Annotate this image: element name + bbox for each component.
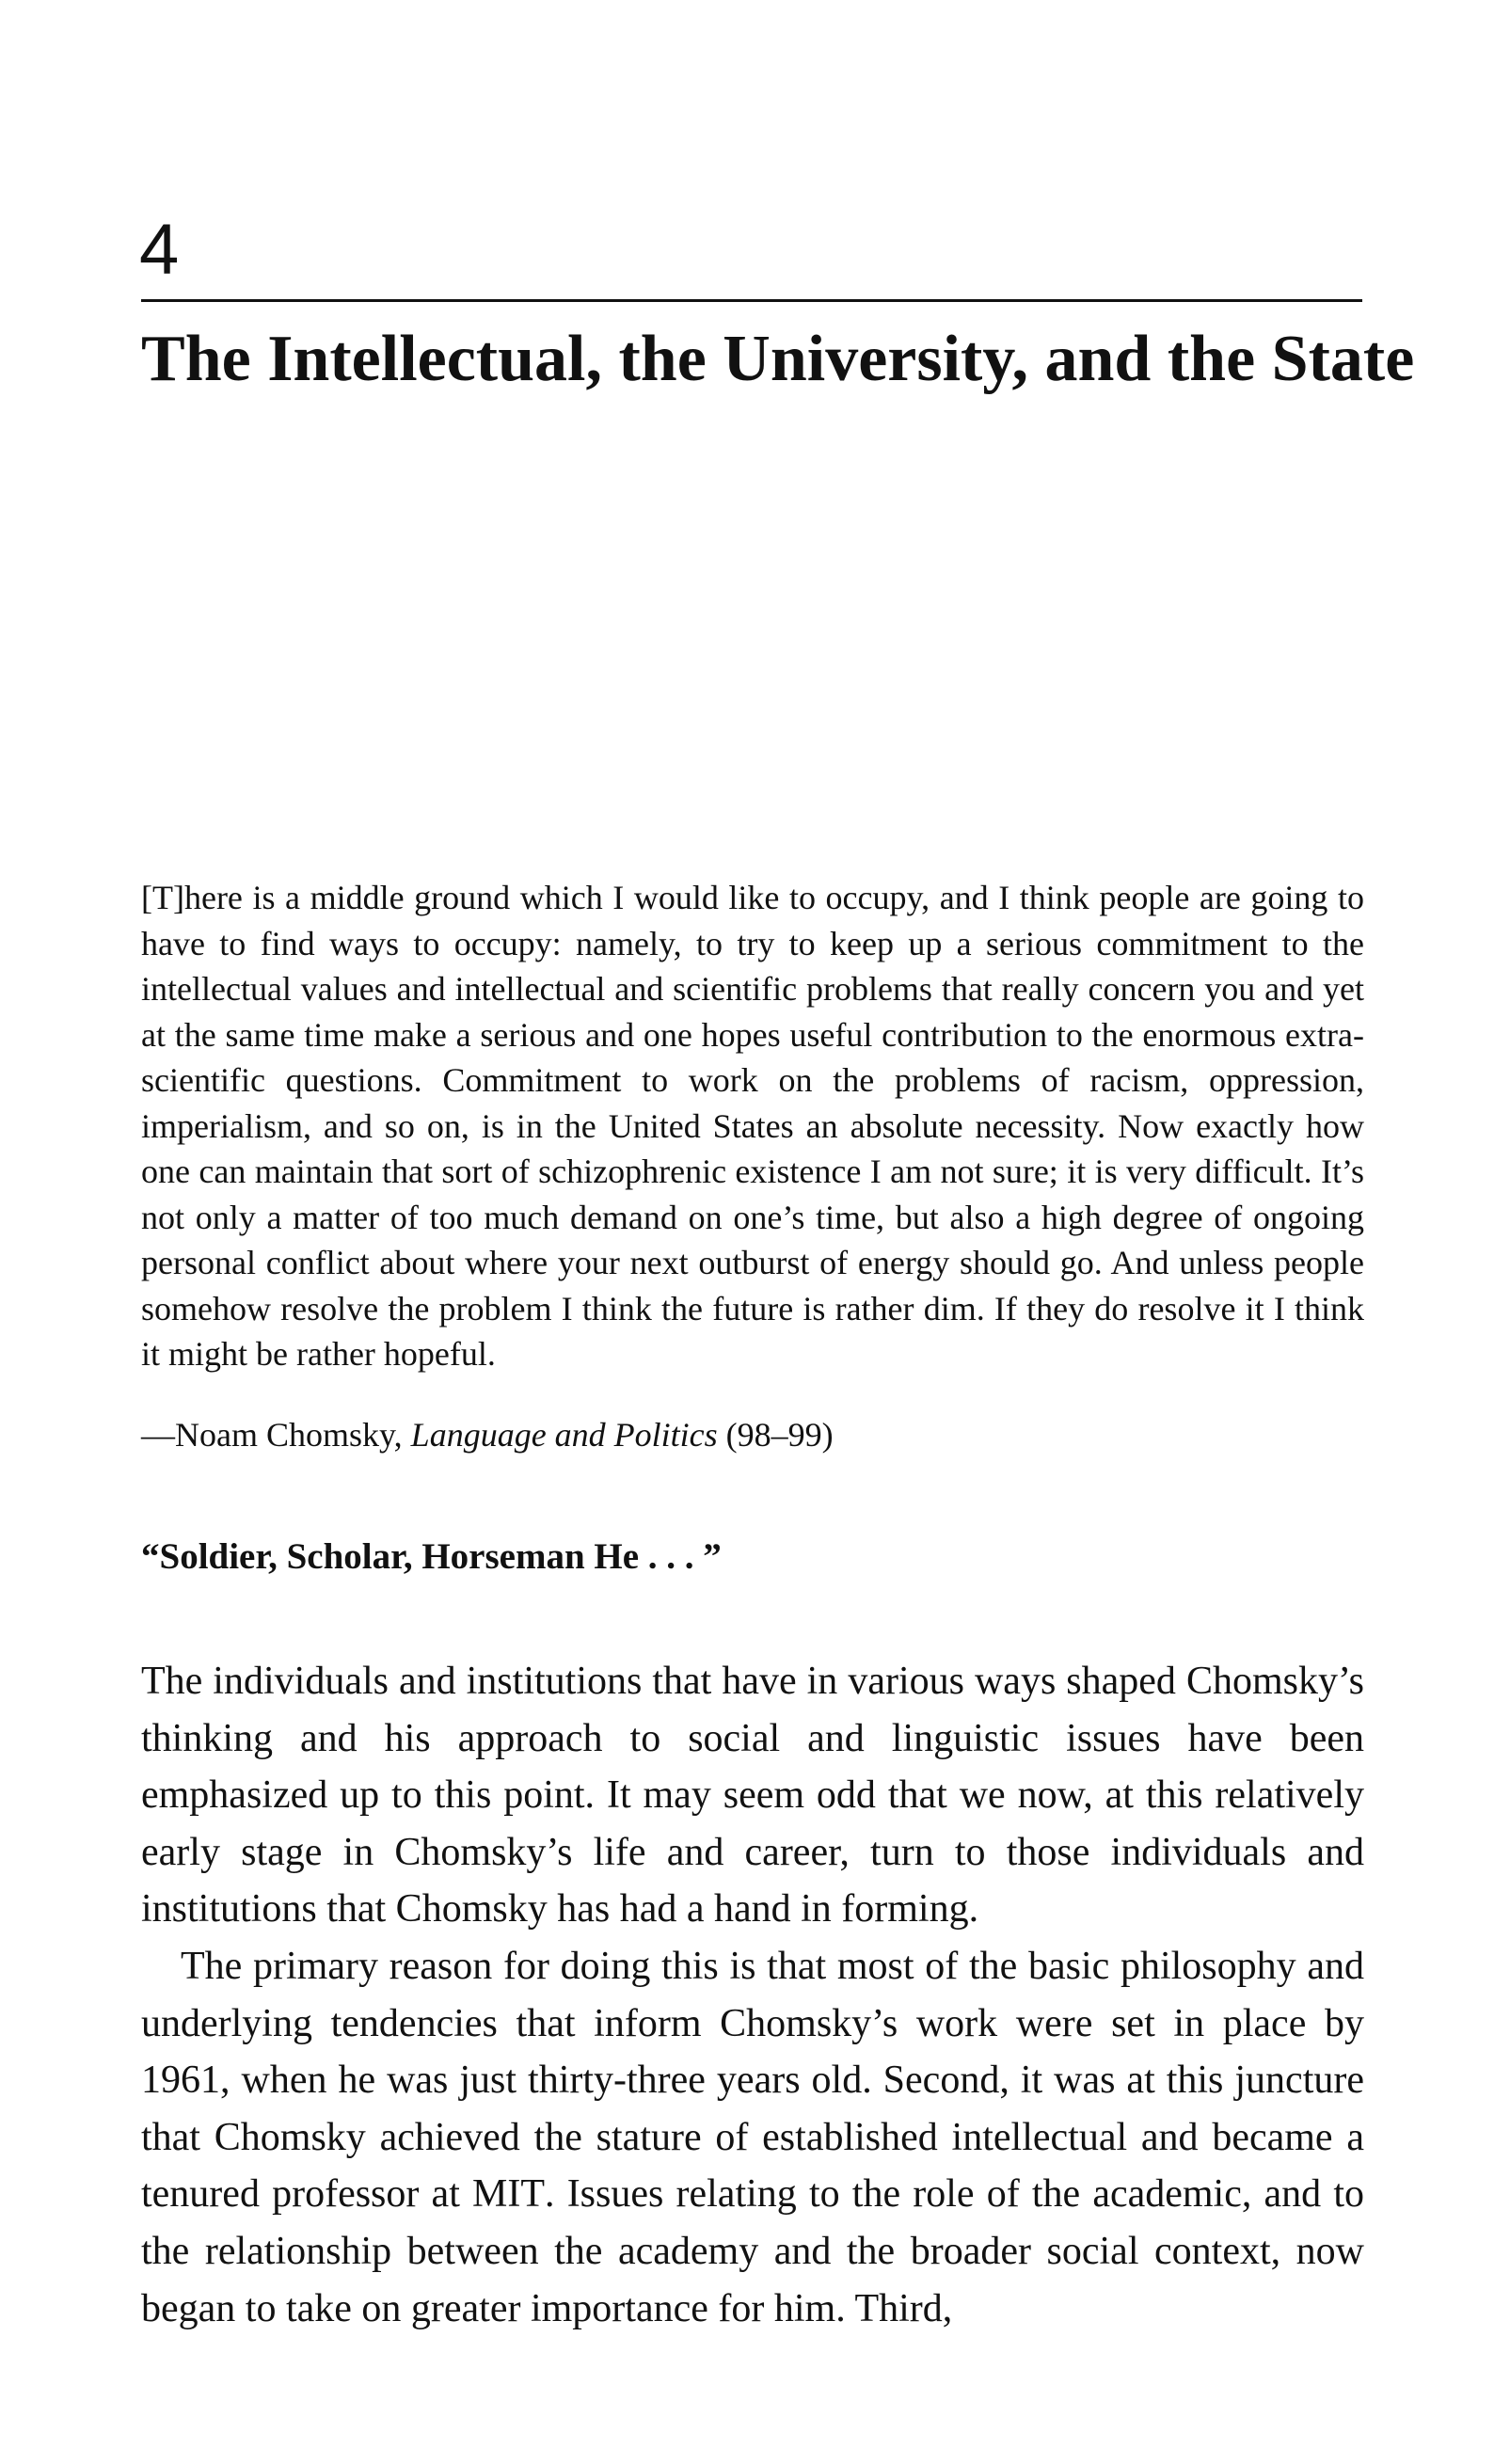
epigraph-attribution [141,1411,834,1458]
attribution-work-title: Language and Politics [410,1416,718,1454]
chapter-title: The Intellectual, the University, and the State [141,323,1415,395]
mit-acronym: MIT [472,2172,546,2217]
section-heading: “Soldier, Scholar, Horseman He . . . ” [141,1536,722,1577]
paragraph-2-text-end: . Issues relating to the role of the academic, and to the relationship between the academy and the broader social context, now began to take on greater importance for him. Third, [141,2172,1364,2330]
attribution-author: —Noam Chomsky, [141,1416,411,1454]
body-paragraph-1: The individuals and institutions that have in various ways shaped Chomsky’s thinking and his approach to social and linguistic issues have been emphasized up to this point. It may seem odd that we now, at this relatively early stage in Chomsky’s life and career, turn to those individuals and institutions that Chomsky has had a hand in forming. [141,1660,1364,1931]
chapter-number: 4 [139,210,180,290]
paragraph-2-text-start: The primary reason for doing this is that most of the basic philosophy and underlying tendencies that inform Chomsky’s work were set in place by 1961, when he was just thirty-three years old. Second, it was at this juncture that Chomsky achieved the stature of established intellectual and became a tenured professor at [141,1945,1364,2217]
chapter-rule [141,299,1362,302]
body-paragraph-2 [141,1938,1364,2337]
epigraph-quote: [T]here is a middle ground which I would like to occupy, and I think people are going to have to find ways to occupy: namely, to try to keep up a serious commitment to the intellectual values and intellectual and scientific problems that really concern you and yet at the same time make a serious and one hopes useful contribution to the enormous extra-scientific questions. Commitment to work on the problems of racism, oppression, imperialism, and so on, is in the United States an absolute necessity. Now exactly how one can maintain that sort of schizophrenic existence I am not sure; it is very difficult. It’s not only a matter of too much demand on one’s time, but also a high degree of ongoing personal conflict about where your next outburst of energy should go. And unless people somehow resolve the problem I think the future is rather dim. If they do resolve it I think it might be rather hopeful. [141,879,1364,1373]
attribution-pages: (98–99) [717,1416,834,1454]
